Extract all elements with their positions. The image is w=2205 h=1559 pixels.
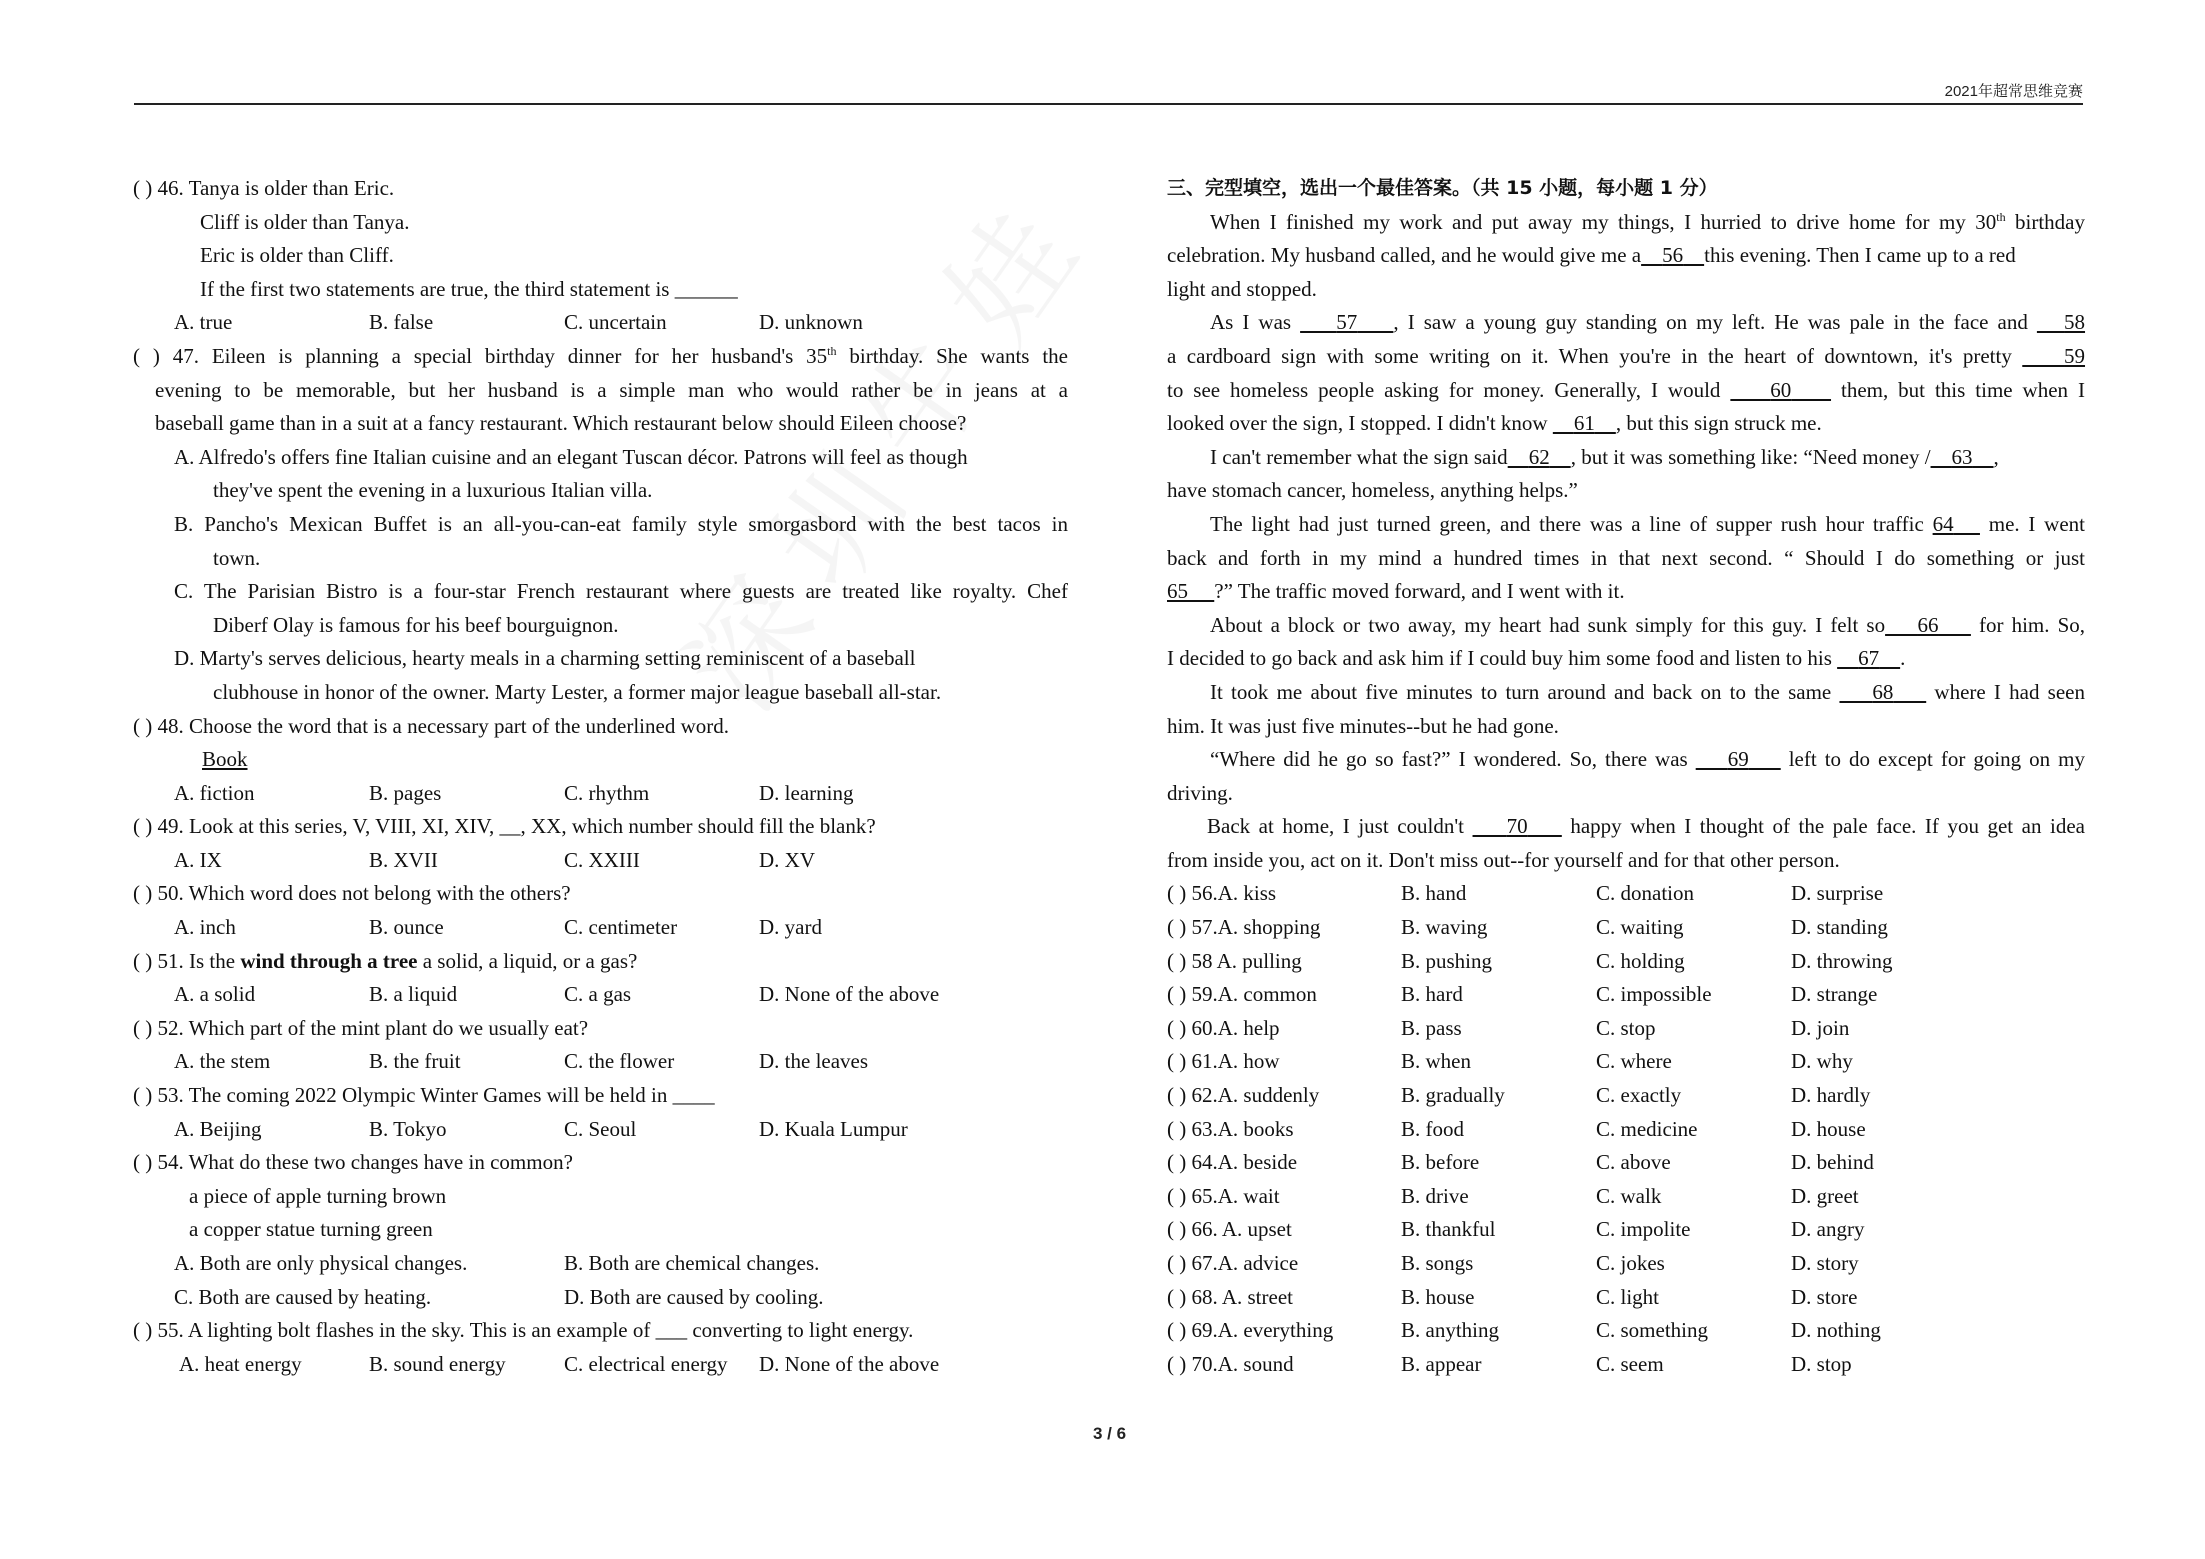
blank-59 [2022,344,2085,368]
q46-option-c: C. uncertain [564,310,667,335]
p2-l1a: As I was [1210,310,1301,335]
p1-sup: th [1996,209,2006,224]
answer-row [1167,1281,2085,1315]
p7-l1b: left to do except for going on my [1780,747,2086,772]
blank-70 [1473,814,1562,838]
answer-option-d: D. nothing [1791,1318,1881,1343]
q47-sup: th [827,343,837,358]
left-column [133,172,1068,1381]
answer-option-c: C. medicine [1596,1116,1698,1141]
q49-options [133,844,1068,878]
q54-options-row-1 [133,1247,1068,1281]
p6-l1a: It took me about five minutes to turn around and back on to the same [1210,679,1840,704]
answer-option-a: ( ) 58 A. pulling [1167,948,1302,973]
answer-option-c: C. impolite [1596,1217,1691,1242]
q55-stem: ( ) 55. A lighting bolt flashes in the sky. This is an example of ___ converting to light energy. [133,1318,914,1343]
q46-statement-2: Cliff is older than Tanya. [200,209,410,234]
p4-l1b: me. I went [1979,511,2086,536]
q46-option-d: D. unknown [759,310,863,335]
q53-option-c: C. Seoul [564,1116,637,1141]
answer-option-b: B. before [1401,1150,1480,1175]
p2-l1b: , I saw a young guy standing on my left. He was pale in the face and [1393,310,2037,335]
answer-row [1167,1045,2085,1079]
q51-post: a solid, a liquid, or a gas? [417,948,638,973]
answer-option-c: C. light [1596,1284,1660,1309]
answer-option-c: C. walk [1596,1183,1662,1208]
q54-stem: ( ) 54. What do these two changes have in common? [133,1150,573,1175]
blank-68-num: 68 [1872,679,1894,704]
answer-option-a: ( ) 59.A. common [1167,982,1317,1007]
q54-change-2: a copper statue turning green [189,1217,433,1242]
q54-option-d: D. Both are caused by cooling. [564,1284,824,1309]
answer-option-a: ( ) 63.A. books [1167,1116,1294,1141]
blank-69-num: 69 [1727,747,1749,772]
q48-word: Book [202,747,248,772]
blank-56-num: 56 [1662,243,1684,268]
answer-option-d: D. stop [1791,1351,1852,1376]
passage-p8-line-2: from inside you, act on it. Don't miss out--for yourself and for that other person. [1167,847,1840,872]
passage-p1-line-3: light and stopped. [1167,276,1317,301]
q46-statement-3: Eric is older than Cliff. [200,243,394,268]
q54-options-row-2 [133,1281,1068,1315]
passage-p6-line-1 [1167,676,2085,710]
q50-option-c: C. centimeter [564,915,678,940]
blank-67 [1837,646,1900,670]
answer-option-a: ( ) 70.A. sound [1167,1351,1294,1376]
q50-option-b: B. ounce [369,915,444,940]
answer-option-c: C. something [1596,1318,1709,1343]
q50-stem: ( ) 50. Which word does not belong with the others? [133,881,571,906]
answer-row [1167,1113,2085,1147]
q52-option-a: A. the stem [174,1049,271,1074]
answer-option-a: ( ) 56.A. kiss [1167,881,1277,906]
blank-60-num: 60 [1770,377,1792,402]
q55-option-d: D. None of the above [759,1351,940,1376]
passage-p2-line-3 [1167,374,2085,408]
blank-66-num: 66 [1917,612,1939,637]
q49-option-a: A. IX [174,847,222,872]
blank-62 [1508,445,1571,469]
answer-option-b: B. drive [1401,1183,1469,1208]
p7-l1a: “Where did he go so fast?” I wondered. So, there was [1210,747,1696,772]
blank-65 [1167,579,1214,603]
passage-p1-line-2 [1167,239,2085,273]
q47-option-a-line-2: they've spent the evening in a luxurious Italian villa. [213,478,653,503]
passage-p4-line-1 [1167,508,2085,542]
passage-p5-line-2 [1167,642,2085,676]
answer-option-c: C. donation [1596,881,1694,906]
q54-option-b: B. Both are chemical changes. [564,1251,820,1275]
passage-p4-line-2: back and forth in my mind a hundred times in that next second. “ Should I do something or just [1167,545,2085,570]
p3-l1c: , [1993,444,1999,469]
p5-l2a: I decided to go back and ask him if I could buy him some food and listen to his [1167,646,1838,671]
answer-option-b: B. house [1401,1284,1475,1309]
q47-option-b-line-2: town. [213,545,261,570]
blank-66 [1885,613,1971,637]
blank-64-num: 64 [1932,511,1954,536]
blank-63-num: 63 [1951,444,1973,469]
answer-option-c: C. seem [1596,1351,1664,1376]
p1-l2b: this evening. Then I came up to a red [1704,243,2016,268]
answer-option-d: D. throwing [1791,948,1893,973]
p4-l3b: ?” The traffic moved forward, and I went with it. [1214,579,1625,604]
q47-l1a: ( ) 47. Eileen is planning a special birthday dinner for her husband's 35 [133,343,828,368]
q48-options [133,777,1068,811]
q55-options [133,1348,1068,1382]
q51-option-c: C. a gas [564,982,632,1007]
answer-option-c: C. where [1596,1049,1672,1074]
q51-options [133,978,1068,1012]
answer-row [1167,1348,2085,1382]
answer-option-d: D. behind [1791,1150,1874,1175]
p5-l1b: for him. So, [1970,612,2086,637]
q46-option-a: A. true [174,310,233,335]
blank-56 [1641,243,1704,267]
passage-p2-line-1 [1167,306,2085,340]
q49-option-c: C. XXIII [564,847,640,872]
q47-stem-line-3: baseball game than in a suit at a fancy restaurant. Which restaurant below should Eileen choose? [155,411,967,436]
answer-option-d: D. store [1791,1284,1858,1309]
answer-option-a: ( ) 57.A. shopping [1167,915,1321,940]
passage-p8-line-1 [1167,810,2085,844]
blank-65-num: 65 [1167,579,1188,604]
answer-option-d: D. angry [1791,1217,1865,1242]
q47-stem-line-2: evening to be memorable, but her husband is a simple man who would rather be in jeans at a [155,377,1068,402]
answer-option-b: B. waving [1401,915,1488,940]
q52-option-c: C. the flower [564,1049,675,1074]
q54-option-a: A. Both are only physical changes. [174,1251,468,1275]
p5-l1a: About a block or two away, my heart had sunk simply for this guy. I felt so [1210,612,1886,637]
q52-stem: ( ) 52. Which part of the mint plant do we usually eat? [133,1015,589,1040]
answer-row [1167,1247,2085,1281]
p2-l3a: to see homeless people asking for money. Generally, I would [1167,377,1731,402]
q48-option-b: B. pages [369,780,442,805]
q48-option-d: D. learning [759,780,854,805]
answer-option-b: B. hard [1401,982,1463,1007]
answer-option-a: ( ) 61.A. how [1167,1049,1280,1074]
passage-p7-line-1 [1167,743,2085,777]
p8-l1a: Back at home, I just couldn't [1207,814,1473,839]
answer-row [1167,1314,2085,1348]
q48-option-a: A. fiction [174,780,255,805]
answer-option-a: ( ) 62.A. suddenly [1167,1083,1320,1108]
q47-option-a-line-1: A. Alfredo's offers fine Italian cuisine and an elegant Tuscan décor. Patrons will feel as though [174,444,968,469]
passage-p5-line-1 [1167,609,2085,643]
q52-option-b: B. the fruit [369,1049,461,1074]
blank-64 [1933,512,1980,536]
q47-option-c-line-2: Diberf Olay is famous for his beef bourguignon. [213,612,619,637]
section-title: 三、完型填空，选出一个最佳答案。（共 15 小题，每小题 1 分） [1167,177,1718,199]
answer-row [1167,945,2085,979]
blank-63 [1931,445,1994,469]
q46-options [133,306,1068,340]
answer-row [1167,877,2085,911]
answer-row [1167,911,2085,945]
blank-57-num: 57 [1336,310,1358,335]
answer-row [1167,1180,2085,1214]
answer-option-d: D. hardly [1791,1083,1871,1108]
q47-l1b: birthday. She wants the [836,343,1068,368]
blank-68 [1839,680,1926,704]
q50-options [133,911,1068,945]
answer-option-b: B. when [1401,1049,1471,1074]
answer-option-d: D. strange [1791,982,1878,1007]
answer-option-d: D. surprise [1791,881,1884,906]
passage-p7-line-2: driving. [1167,780,1233,805]
passage-p2-line-4 [1167,407,2085,441]
p3-l1a: I can't remember what the sign said [1210,444,1508,469]
p2-l2a: a cardboard sign with some writing on it. When you're in the heart of downtown, it's pretty [1167,343,2023,368]
passage-p4-line-3 [1167,575,2085,609]
answer-option-b: B. pass [1401,1015,1462,1040]
q50-option-a: A. inch [174,915,236,940]
q54-option-c: C. Both are caused by heating. [174,1284,432,1309]
answer-option-a: ( ) 67.A. advice [1167,1251,1299,1275]
q52-option-d: D. the leaves [759,1049,869,1074]
q50-option-d: D. yard [759,915,822,940]
answer-option-c: C. waiting [1596,915,1684,940]
q51-pre: ( ) 51. Is the [133,948,241,973]
p2-l4b: , but this sign struck me. [1615,411,1822,436]
q51-option-d: D. None of the above [759,982,940,1007]
p1-l1a: When I finished my work and put away my things, I hurried to drive home for my 30 [1210,209,1997,234]
answer-option-b: B. thankful [1401,1217,1496,1242]
p2-l4a: looked over the sign, I stopped. I didn't know [1167,411,1553,436]
answer-options-list [1167,877,2085,1381]
q46-stem: ( ) 46. Tanya is older than Eric. [133,176,395,200]
header-rule [134,103,2083,105]
q53-option-a: A. Beijing [174,1116,262,1141]
answer-option-a: ( ) 69.A. everything [1167,1318,1334,1343]
p4-l1a: The light had just turned green, and there was a line of supper rush hour traffic [1210,511,1933,536]
passage-p1-line-1 [1167,206,2085,240]
q53-option-d: D. Kuala Lumpur [759,1116,908,1141]
p5-l2b: . [1900,646,1906,671]
q46-question: If the first two statements are true, the third statement is ______ [200,276,738,301]
p3-l1b: , but it was something like: “Need money / [1570,444,1931,469]
answer-option-c: C. jokes [1596,1251,1665,1275]
p1-l1b: birthday [2005,209,2086,234]
q55-option-a: A. heat energy [179,1351,302,1376]
blank-67-num: 67 [1858,646,1880,671]
p6-l1b: where I had seen [1926,679,2085,704]
answer-option-a: ( ) 64.A. beside [1167,1150,1298,1175]
answer-option-c: C. exactly [1596,1083,1682,1108]
answer-option-d: D. house [1791,1116,1866,1141]
q51-bold: wind through a tree [240,948,418,973]
answer-option-b: B. anything [1401,1318,1499,1343]
q46-option-b: B. false [369,310,434,335]
blank-58 [2037,310,2085,334]
answer-option-a: ( ) 66. A. upset [1167,1217,1292,1242]
answer-option-b: B. hand [1401,881,1467,906]
answer-option-c: C. above [1596,1150,1671,1175]
answer-option-d: D. story [1791,1251,1859,1275]
passage-p3-line-1 [1167,441,2085,475]
answer-option-c: C. stop [1596,1015,1656,1040]
answer-option-a: ( ) 65.A. wait [1167,1183,1280,1208]
p8-l1b: happy when I thought of the pale face. If you get an idea [1561,814,2085,839]
blank-59-num: 59 [2064,343,2086,368]
q49-option-b: B. XVII [369,847,438,872]
answer-option-c: C. impossible [1596,982,1712,1007]
blank-69 [1696,747,1781,771]
answer-option-d: D. greet [1791,1183,1859,1208]
blank-61-num: 61 [1573,411,1595,436]
q47-option-c-line-1: C. The Parisian Bistro is a four-star French restaurant where guests are treated like royalty. Chef [174,579,1068,604]
passage-p3-line-2: have stomach cancer, homeless, anything helps.” [1167,478,1578,503]
answer-row [1167,1012,2085,1046]
answer-option-d: D. join [1791,1015,1850,1040]
q52-options [133,1045,1068,1079]
answer-option-a: ( ) 60.A. help [1167,1015,1280,1040]
q47-stem-line-1 [133,340,1068,374]
q55-option-c: C. electrical energy [564,1351,728,1376]
answer-row [1167,1079,2085,1113]
answer-option-d: D. why [1791,1049,1853,1074]
answer-option-b: B. pushing [1401,948,1493,973]
q55-option-b: B. sound energy [369,1351,506,1376]
answer-row [1167,1146,2085,1180]
q53-stem: ( ) 53. The coming 2022 Olympic Winter Games will be held in ____ [133,1083,715,1108]
q47-option-d-line-1: D. Marty's serves delicious, hearty meals in a charming setting reminiscent of a baseball [174,646,916,671]
q53-option-b: B. Tokyo [369,1116,447,1141]
p2-l3b: them, but this time when I [1831,377,2085,402]
answer-option-d: D. standing [1791,915,1888,940]
q49-stem: ( ) 49. Look at this series, V, VIII, XI, XIV, __, XX, which number should fill the blank? [133,814,876,839]
page-header-title: 2021年超常思维竞赛 [1944,83,2083,100]
q48-underlined-word [133,743,1068,777]
q54-change-1: a piece of apple turning brown [189,1183,447,1208]
p1-l2a: celebration. My husband called, and he would give me a [1167,243,1642,268]
answer-option-b: B. appear [1401,1351,1482,1376]
answer-row [1167,1213,2085,1247]
q51-option-a: A. a solid [174,982,256,1007]
q47-option-b-line-1: B. Pancho's Mexican Buffet is an all-you-can-eat family style smorgasbord with the best tacos in [174,511,1068,536]
answer-option-c: C. holding [1596,948,1685,973]
blank-58-num: 58 [2064,310,2086,335]
answer-option-b: B. gradually [1401,1083,1505,1108]
blank-61 [1553,411,1616,435]
answer-option-b: B. songs [1401,1251,1474,1275]
q51-option-b: B. a liquid [369,982,458,1007]
q53-options [133,1113,1068,1147]
q48-stem: ( ) 48. Choose the word that is a necessary part of the underlined word. [133,713,729,738]
answer-option-b: B. food [1401,1116,1464,1141]
blank-57 [1300,310,1393,334]
page-number: 3 / 6 [1093,1424,1127,1443]
passage-p6-line-2: him. It was just five minutes--but he had gone. [1167,713,1559,738]
q47-option-d-line-2: clubhouse in honor of the owner. Marty Lester, a former major league baseball all-star. [213,679,942,704]
blank-70-num: 70 [1506,814,1528,839]
q51-stem [133,945,1068,979]
passage-p2-line-2 [1167,340,2085,374]
answer-option-a: ( ) 68. A. street [1167,1284,1293,1309]
q49-option-d: D. XV [759,847,815,872]
q48-option-c: C. rhythm [564,780,650,805]
right-column [1167,172,2085,1381]
blank-60 [1730,378,1831,402]
blank-62-num: 62 [1528,444,1550,469]
answer-row [1167,978,2085,1012]
